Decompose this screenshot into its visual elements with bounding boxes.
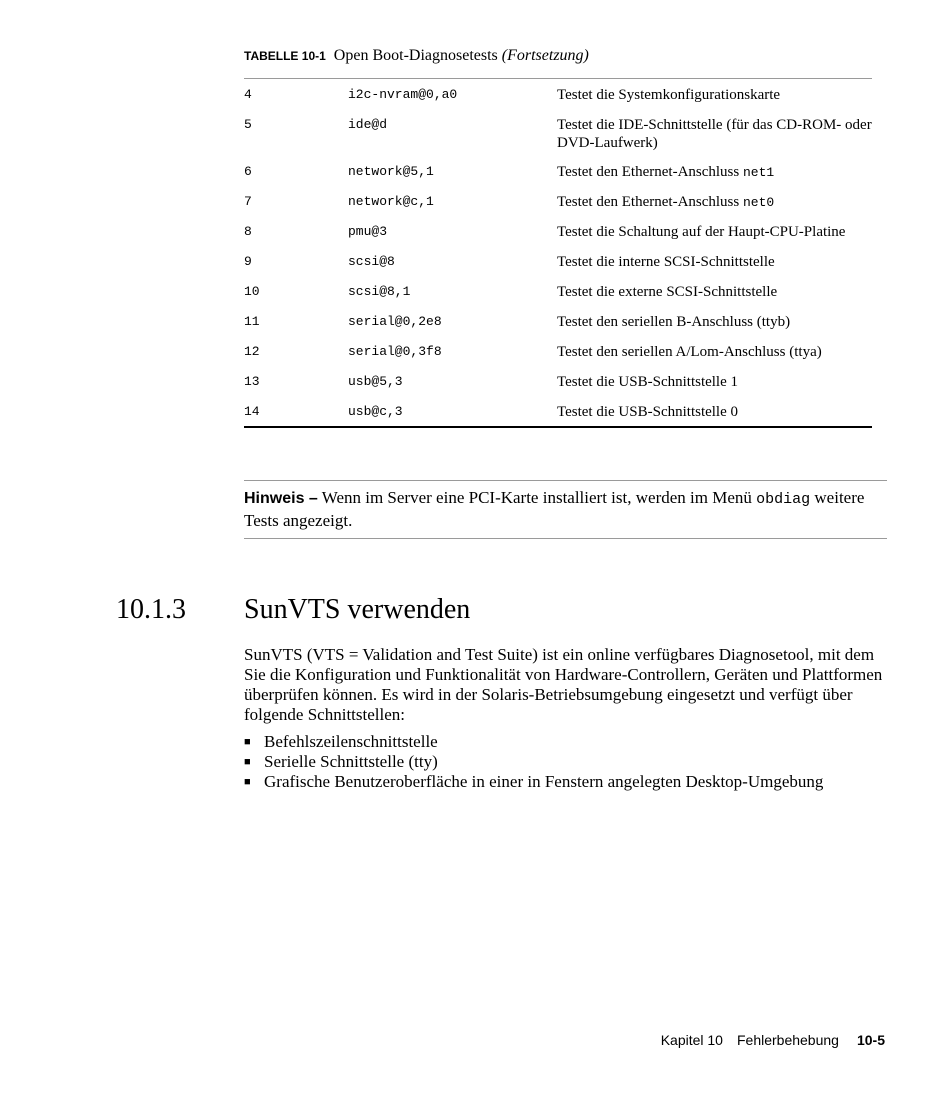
bullet-marker: ■ (244, 736, 251, 748)
description-cell (557, 372, 872, 392)
list-item (244, 772, 904, 792)
list-item-text: Grafische Benutzeroberfläche in einer in Fenstern angelegten Desktop-Umgebung (264, 772, 824, 791)
test-number-cell: 8 (244, 224, 252, 239)
description-text: Testet den seriellen A/Lom-Anschluss (ttya) (557, 344, 822, 360)
device-path-cell: pmu@3 (348, 224, 388, 239)
description-cell (557, 162, 872, 182)
list-item-text: Befehlszeilenschnittstelle (264, 732, 438, 751)
test-number-cell: 6 (244, 164, 252, 179)
table-row (244, 336, 872, 366)
port-code: net1 (742, 165, 775, 180)
note-text-before: Wenn im Server eine PCI-Karte installiert ist, werden im Menü (317, 488, 757, 507)
table-row (244, 366, 872, 396)
device-path-cell: ide@d (348, 117, 388, 132)
description-text: Testet den Ethernet-Anschluss (557, 194, 743, 210)
table-caption (244, 46, 589, 66)
port-code: net0 (742, 195, 775, 210)
table-caption-label: TABELLE 10-1 (244, 49, 326, 63)
section-number: 10.1.3 (116, 594, 186, 625)
device-path-cell: usb@c,3 (348, 404, 403, 419)
description-text: Testet die externe SCSI-Schnittstelle (557, 284, 778, 300)
description-text: Testet die USB-Schnittstelle 1 (557, 374, 739, 390)
device-path-cell: network@5,1 (348, 164, 434, 179)
test-number-cell: 5 (244, 117, 252, 132)
description-text: Testet die interne SCSI-Schnittstelle (557, 254, 775, 270)
list-item-text: Serielle Schnittstelle (tty) (264, 752, 438, 771)
table-row (244, 109, 872, 156)
device-path-cell: scsi@8,1 (348, 284, 411, 299)
table-row (244, 79, 872, 109)
interface-list (244, 732, 904, 792)
device-path-cell: serial@0,2e8 (348, 314, 442, 329)
test-number-cell: 10 (244, 284, 260, 299)
device-path-cell: scsi@8 (348, 254, 395, 269)
table-row (244, 276, 872, 306)
table-row (244, 186, 872, 216)
test-number-cell: 4 (244, 87, 252, 102)
table-row (244, 156, 872, 186)
description-cell (557, 252, 872, 272)
note-code: obdiag (756, 491, 811, 508)
table-caption-continued: (Fortsetzung) (501, 47, 589, 64)
description-cell (557, 282, 872, 302)
page-footer (661, 1031, 885, 1049)
description-text: Testet die Schaltung auf der Haupt-CPU-Platine (557, 224, 846, 240)
description-cell (557, 85, 872, 105)
description-cell (557, 342, 872, 362)
description-cell (557, 115, 872, 152)
table-row (244, 246, 872, 276)
table-row (244, 396, 872, 426)
test-number-cell: 9 (244, 254, 252, 269)
description-cell (557, 312, 872, 332)
description-cell (557, 192, 872, 212)
footer-page-number: 10-5 (856, 1032, 885, 1048)
bullet-marker: ■ (244, 776, 251, 788)
note-box (244, 480, 887, 539)
footer-chapter: Kapitel 10 (660, 1032, 723, 1048)
table-row (244, 306, 872, 336)
description-text: Testet den seriellen B-Anschluss (ttyb) (557, 314, 791, 330)
list-item (244, 732, 904, 752)
test-number-cell: 12 (244, 344, 260, 359)
bullet-marker: ■ (244, 756, 251, 768)
description-cell (557, 222, 872, 242)
device-path-cell: network@c,1 (348, 194, 434, 209)
description-text: Testet die IDE-Schnittstelle (für das CD-ROM- oder DVD-Laufwerk) (557, 117, 872, 151)
footer-chapter-title: Fehlerbehebung (736, 1032, 839, 1048)
device-path-cell: serial@0,3f8 (348, 344, 442, 359)
device-path-cell: i2c-nvram@0,a0 (348, 87, 458, 102)
note-text-after: weitere Tests angezeigt. (244, 488, 865, 530)
diagnostics-table (244, 78, 872, 428)
section-title: SunVTS verwenden (244, 594, 471, 625)
section-paragraph: SunVTS (VTS = Validation and Test Suite) ist ein online verfügbares Diagnosetool, mit dem Sie die Konfiguration und Funktionalität von Hardware-Controllern, Geräten und Plattformen überprüfen können. Es wird in der Solaris-Betriebsumgebung eingesetzt und verfügt über folgende Schnittstellen: (244, 645, 883, 724)
test-number-cell: 11 (244, 314, 260, 329)
device-path-cell: usb@5,3 (348, 374, 403, 389)
list-item (244, 752, 904, 772)
note-label: Hinweis – (244, 490, 318, 507)
description-text: Testet die USB-Schnittstelle 0 (557, 404, 739, 420)
test-number-cell: 13 (244, 374, 260, 389)
test-number-cell: 7 (244, 194, 252, 209)
description-cell (557, 402, 872, 422)
table-caption-title: Open Boot-Diagnosetests (333, 47, 498, 64)
table-row (244, 216, 872, 246)
description-text: Testet den Ethernet-Anschluss (557, 164, 743, 180)
description-text: Testet die Systemkonfigurationskarte (557, 87, 781, 103)
test-number-cell: 14 (244, 404, 260, 419)
